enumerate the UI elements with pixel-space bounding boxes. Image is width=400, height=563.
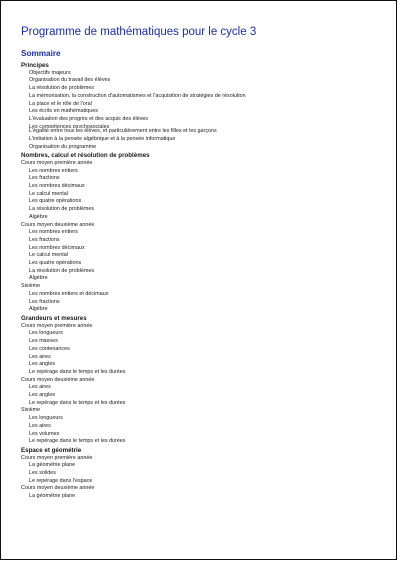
toc-heading: Sommaire xyxy=(21,49,61,58)
toc-item[interactable]: Les masses xyxy=(29,338,58,345)
toc-section-title[interactable]: Grandeurs et mesures xyxy=(21,315,87,322)
toc-item[interactable]: L'égalité entre tous les élèves, et particulièrement entre les filles et les garçons xyxy=(29,128,217,135)
toc-item[interactable]: Les nombres entiers et décimaux xyxy=(29,290,109,297)
toc-item[interactable]: Les nombres décimaux xyxy=(29,183,85,190)
toc-item[interactable]: Les longueurs xyxy=(29,330,63,337)
toc-item[interactable]: La résolution de problèmes xyxy=(29,85,95,92)
toc-item[interactable]: Le repérage dans le temps et les durées xyxy=(29,438,126,445)
table-of-contents xyxy=(21,62,386,501)
toc-item[interactable]: Organisation du programme xyxy=(29,143,97,150)
toc-item[interactable]: Objectifs majeurs xyxy=(29,69,71,76)
toc-group-title[interactable]: Cours moyen deuxième année xyxy=(21,376,95,383)
toc-section-title[interactable]: Espace et géométrie xyxy=(21,446,82,454)
toc-item[interactable]: Algèbre xyxy=(29,306,48,313)
toc-section-title[interactable]: Nombres, calcul et résolution de problèmes xyxy=(21,152,150,160)
toc-item[interactable]: Les nombres entiers xyxy=(29,167,78,174)
document-title: Programme de mathématiques pour le cycle 3 xyxy=(21,26,257,38)
toc-group-title[interactable]: Cours moyen première année xyxy=(21,454,93,461)
toc-item[interactable]: La place et le rôle de l'oral xyxy=(29,100,92,107)
toc-group-title[interactable]: Cours moyen deuxième année xyxy=(21,485,95,492)
toc-item[interactable]: Organisation du travail des élèves xyxy=(29,77,111,84)
toc-group-title[interactable]: Sixième xyxy=(21,283,41,290)
toc-item[interactable]: Les écrits en mathématiques xyxy=(29,108,98,115)
toc-item[interactable]: Le repérage dans l'espace xyxy=(29,477,93,484)
toc-section-title[interactable]: Principes xyxy=(21,62,49,69)
toc-item[interactable]: La géométrie plane xyxy=(29,493,76,500)
toc-item[interactable]: Les volumes xyxy=(29,430,60,437)
toc-item[interactable]: Le repérage dans le temps et les durées xyxy=(29,368,126,375)
toc-item[interactable]: Les contenances xyxy=(29,345,70,352)
toc-item[interactable]: Les nombres entiers xyxy=(29,229,78,236)
toc-item[interactable]: Les quatre opérations xyxy=(29,260,82,267)
toc-item[interactable]: Algèbre xyxy=(29,275,48,282)
toc-item[interactable]: Les aires xyxy=(29,422,51,429)
toc-item[interactable]: Les nombres décimaux xyxy=(29,244,85,251)
toc-item[interactable]: Le calcul mental xyxy=(29,252,68,259)
toc-item[interactable]: Le repérage dans le temps et les durées xyxy=(29,399,126,406)
toc-group-title[interactable]: Sixième xyxy=(21,407,41,414)
toc-item[interactable]: La mémorisation, la construction d'automatismes et l'acquisition de stratégies de résolution xyxy=(29,92,246,99)
toc-group-title[interactable]: Cours moyen première année xyxy=(21,322,93,329)
toc-item[interactable]: La résolution de problèmes xyxy=(29,206,95,213)
toc-item[interactable]: Les compétences psychosociales xyxy=(29,123,110,129)
toc-item[interactable]: La géométrie plane xyxy=(29,462,76,469)
toc-item[interactable]: L'évaluation des progrès et des acquis des élèves xyxy=(29,115,149,122)
toc-group-title[interactable]: Cours moyen deuxième année xyxy=(21,221,95,228)
toc-item[interactable]: L'initiation à la pensée algébrique et à la pensée informatique xyxy=(29,135,176,142)
toc-item[interactable]: Les aires xyxy=(29,353,51,360)
toc-item[interactable]: Les aires xyxy=(29,384,51,391)
toc-item[interactable]: Les angles xyxy=(29,392,56,399)
toc-item[interactable]: Les longueurs xyxy=(29,415,63,422)
toc-item[interactable]: Les fractions xyxy=(29,236,60,243)
toc-item[interactable]: Les fractions xyxy=(29,298,60,305)
document-content xyxy=(21,25,386,501)
toc-item[interactable]: Les quatre opérations xyxy=(29,198,82,205)
toc-item[interactable]: Les angles xyxy=(29,361,56,368)
toc-item[interactable]: Les fractions xyxy=(29,175,60,182)
toc-item[interactable]: Le calcul mental xyxy=(29,190,68,197)
toc-item[interactable]: La résolution de problèmes xyxy=(29,267,95,274)
toc-item[interactable]: Les solides xyxy=(29,470,56,477)
toc-item[interactable]: Algèbre xyxy=(29,213,48,220)
toc-group-title[interactable]: Cours moyen première année xyxy=(21,159,93,166)
